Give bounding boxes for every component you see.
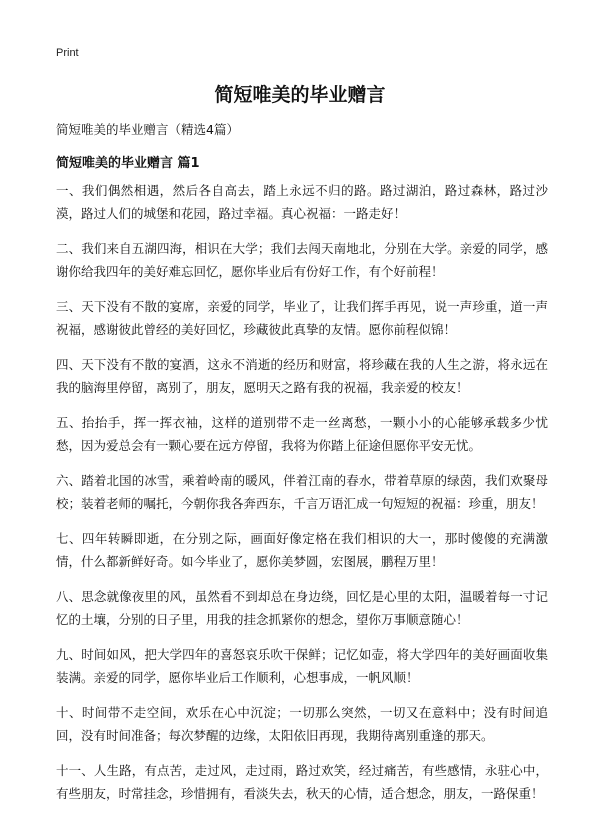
paragraph-3: 三、天下没有不散的宴席，亲爱的同学，毕业了，让我们挥手再见，说一声珍重，道一声祝福，感谢彼此曾经的美好回忆，珍藏彼此真挚的友情。愿你前程似锦！ [56,299,548,337]
paragraph-1: 一、我们偶然相遇，然后各自高去，踏上永远不归的路。路过湖泊，路过森林，路过沙漠，路过人们的城堡和花园，路过幸福。真心祝福：一路走好！ [56,183,548,221]
paragraph-2: 二、我们来自五湖四海，相识在大学；我们去闯天南地北，分别在大学。亲爱的同学，感谢你给我四年的美好难忘回忆，愿你毕业后有份好工作，有个好前程！ [56,241,548,279]
paragraph-8: 八、思念就像夜里的风，虽然看不到却总在身边绕，回忆是心里的太阳，温暖着每一寸记忆的土壤，分别的日子里，用我的挂念抓紧你的想念，望你万事顺意随心！ [56,589,548,627]
paragraph-10: 十、时间带不走空间，欢乐在心中沉淀；一切那么突然，一切又在意料中；没有时间追回，没有时间准备；每次梦醒的边缘，太阳依旧再现，我期待离别重逢的那天。 [56,705,548,743]
paragraph-5: 五、抬抬手，挥一挥衣袖，这样的道别带不走一丝离愁，一颗小小的心能够承载多少忧愁，因为爱总会有一颗心要在远方停留，我将为你踏上征途但愿你平安无忧。 [56,415,548,453]
paragraph-11: 十一、人生路，有点苦，走过风，走过雨，路过欢笑，经过痛苦，有些感情，永驻心中，有些朋友，时常挂念，珍惜拥有，看淡失去，秋天的心情，适合想念，朋友，一路保重！ [56,763,548,801]
section-heading: 简短唯美的毕业赠言 篇1 [56,156,200,171]
paragraph-6: 六、踏着北国的冰雪，乘着岭南的暖风，伴着江南的春水，带着草原的绿茵，我们欢聚母校；装着老师的嘱托，今朝你我各奔西东，千言万语汇成一句短短的祝福：珍重，朋友！ [56,473,548,511]
print-link[interactable]: Print [56,47,79,59]
subtitle: 简短唯美的毕业赠言（精选4篇） [56,122,239,137]
paragraph-9: 九、时间如风，把大学四年的喜怒哀乐吹干保鲜；记忆如壶，将大学四年的美好画面收集装满。亲爱的同学，愿你毕业后工作顺利，心想事成，一帆风顺！ [56,647,548,685]
paragraph-list [56,179,548,817]
paragraph-4: 四、天下没有不散的宴酒，这永不消逝的经历和财富，将珍藏在我的人生之游，将永远在我的脑海里停留，离别了，朋友，愿明天之路有我的祝福，我亲爱的校友！ [56,357,548,395]
paragraph-7: 七、四年转瞬即逝，在分别之际，画面好像定格在我们相识的大一，那时傻傻的充满激情，什么都新鲜好奇。如今毕业了，愿你美梦圆，宏图展，鹏程万里！ [56,531,548,569]
page-title: 简短唯美的毕业赠言 [214,84,386,106]
